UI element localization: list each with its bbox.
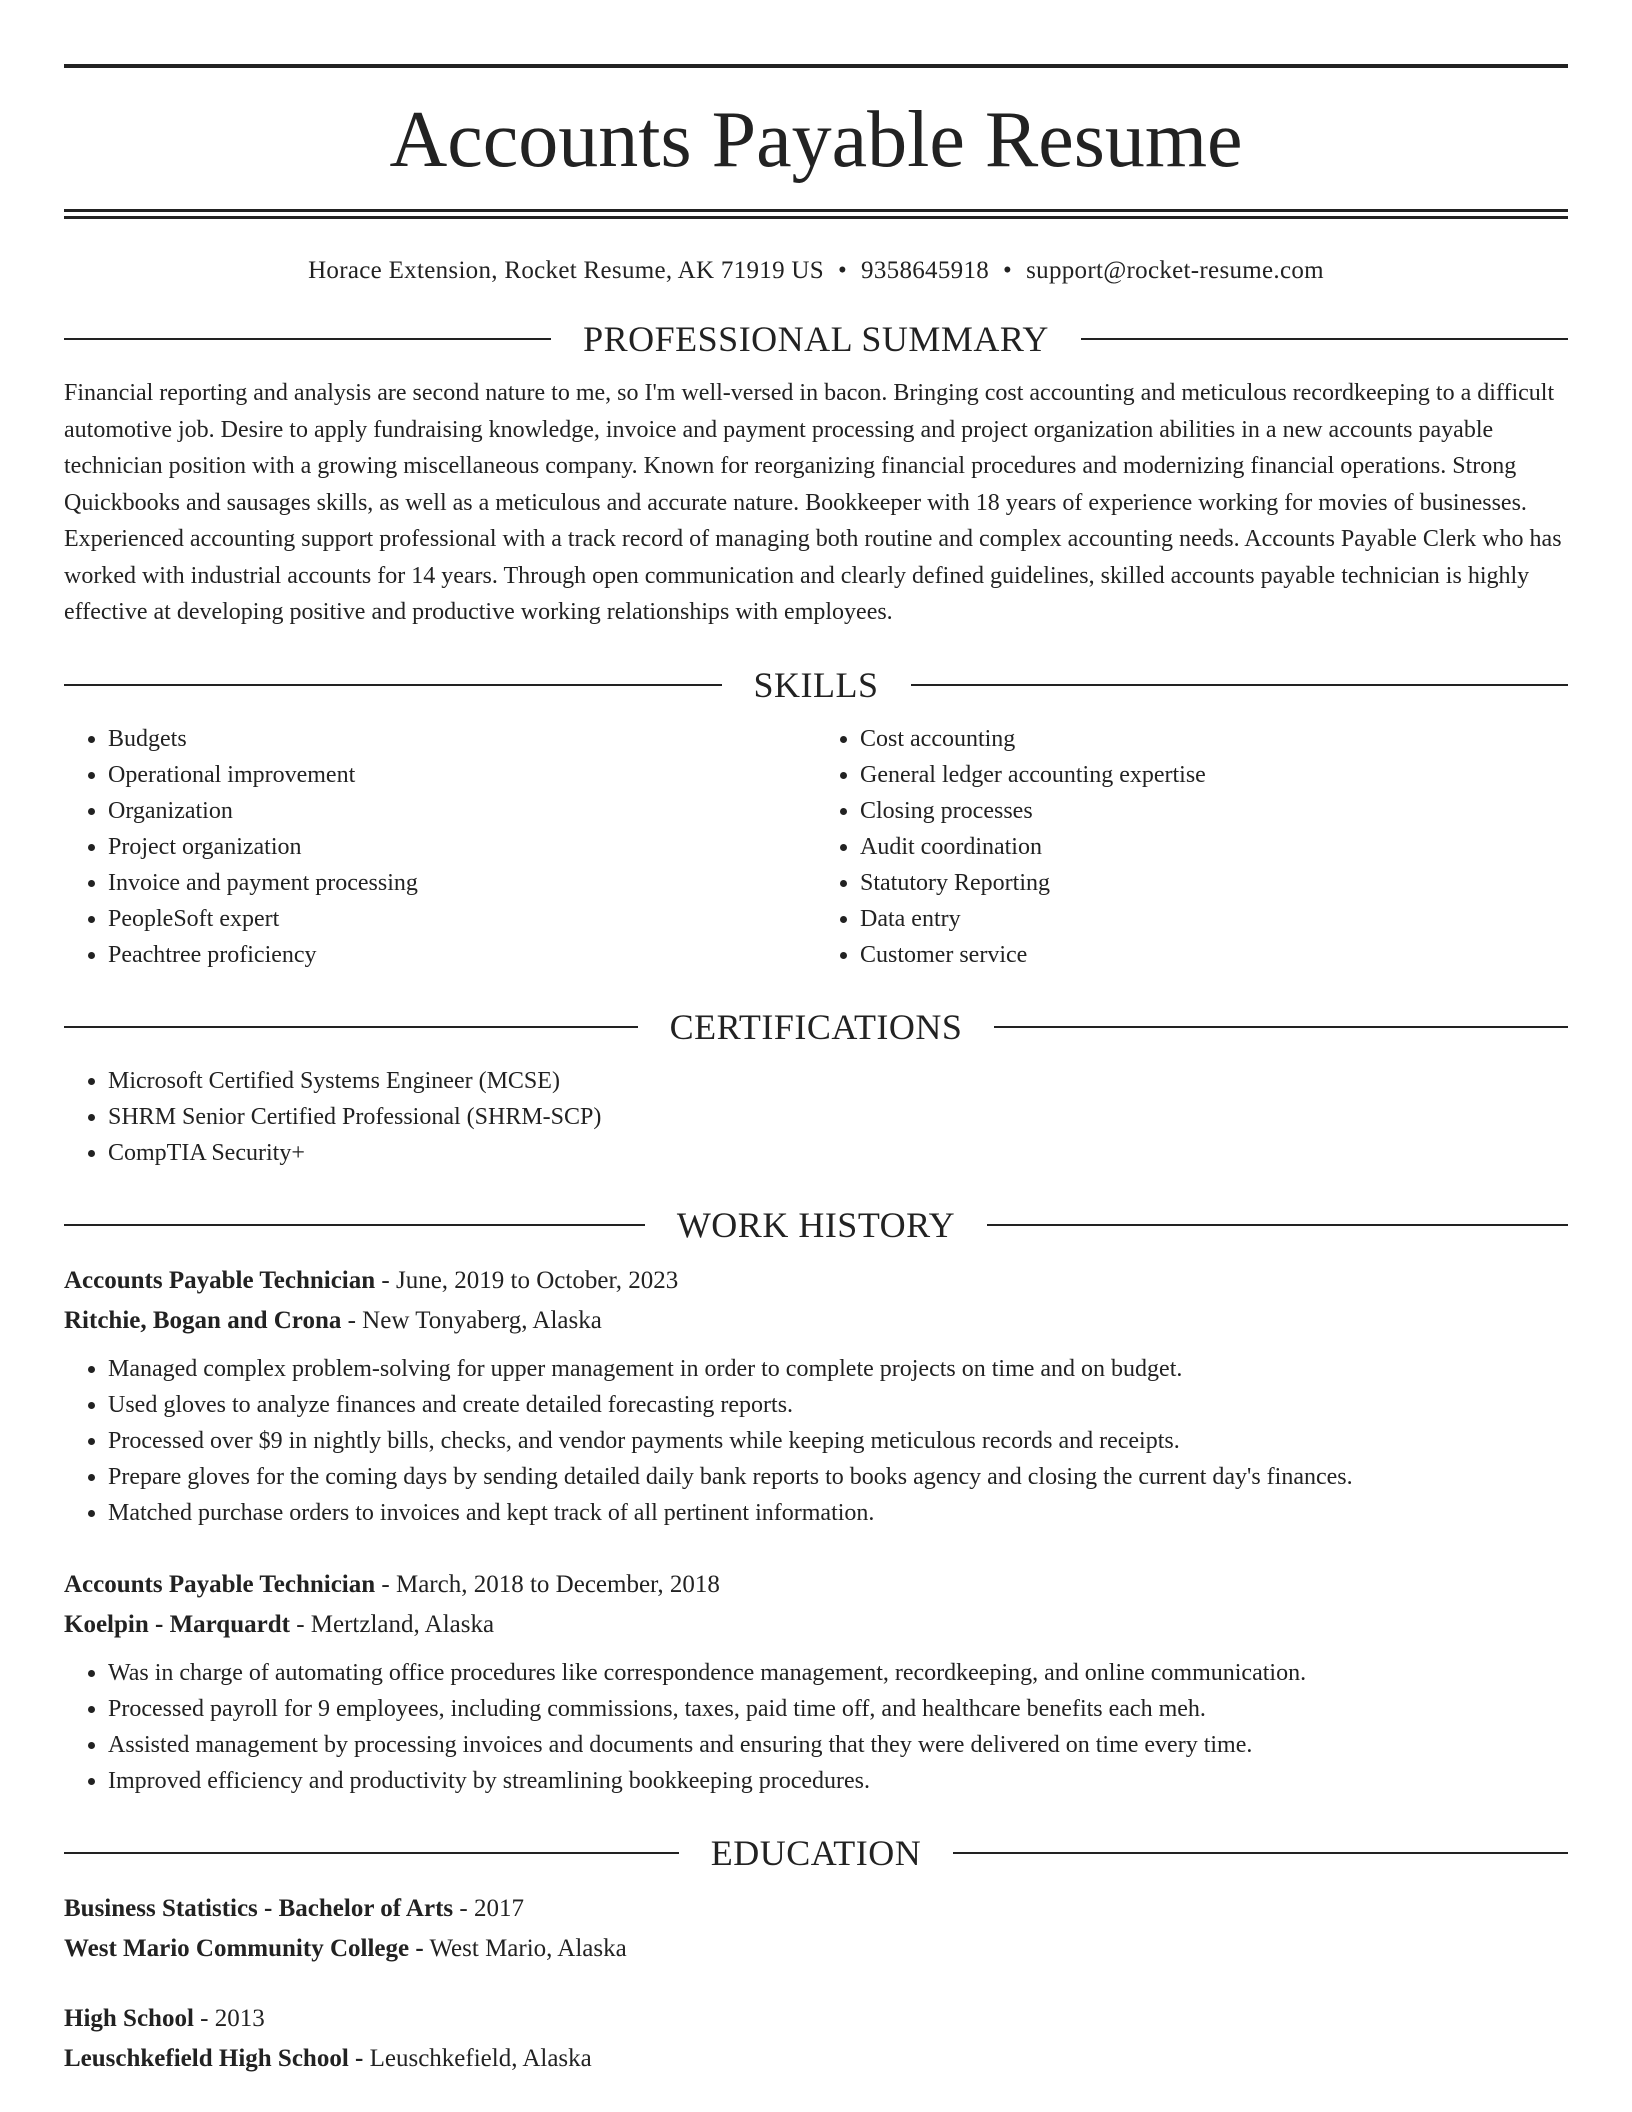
list-item: • Prepare gloves for the coming days by sending detailed daily bank reports to books agency and closing the current day's finances. — [108, 1459, 1568, 1495]
heading-rule-left — [64, 1026, 638, 1028]
education-school: West Mario Community College - — [64, 1934, 424, 1962]
section-heading-summary — [64, 321, 1568, 357]
education-degree-line — [64, 1889, 1568, 1929]
list-item: • Statutory Reporting — [860, 865, 1568, 901]
heading-rule-right — [953, 1852, 1568, 1854]
job-dates: - June, 2019 to October, 2023 — [375, 1266, 679, 1294]
list-item: • General ledger accounting expertise — [860, 757, 1568, 793]
heading-rule-left — [64, 684, 722, 686]
section-heading-skills — [64, 664, 1568, 705]
section-title: PROFESSIONAL SUMMARY — [583, 319, 1049, 359]
contact-address: Horace Extension, Rocket Resume, AK 71919 US — [308, 257, 824, 284]
list-item: • Customer service — [860, 937, 1568, 973]
heading-rule-left — [64, 1224, 645, 1226]
list-item: • Improved efficiency and productivity by streamlining bookkeeping procedures. — [108, 1763, 1568, 1799]
list-item: • Processed payroll for 9 employees, including commissions, taxes, paid time off, and healthcare benefits each meh. — [108, 1691, 1568, 1727]
job-company-line — [64, 1605, 1568, 1645]
job-company: Koelpin - Marquardt — [64, 1610, 290, 1638]
skills-grid — [64, 721, 1568, 973]
education-year: - 2017 — [453, 1894, 524, 1922]
contact-line — [64, 257, 1568, 285]
education-school-line — [64, 2039, 1568, 2079]
contact-separator: • — [1003, 257, 1013, 284]
job-title: Accounts Payable Technician — [64, 1266, 376, 1294]
list-item: • PeopleSoft expert — [108, 901, 816, 937]
list-item: • Processed over $9 in nightly bills, checks, and vendor payments while keeping meticulous records and receipts. — [108, 1423, 1568, 1459]
heading-rule-right — [1081, 338, 1568, 340]
list-item: • Matched purchase orders to invoices and kept track of all pertinent information. — [108, 1495, 1568, 1531]
job-title-line — [64, 1261, 1568, 1301]
contact-email: support@rocket-resume.com — [1026, 257, 1324, 284]
heading-rule-left — [64, 338, 551, 340]
skills-list-right — [816, 721, 1568, 973]
job-location: - Mertzland, Alaska — [289, 1610, 495, 1638]
list-item: • Used gloves to analyze finances and create detailed forecasting reports. — [108, 1387, 1568, 1423]
list-item: • Project organization — [108, 829, 816, 865]
list-item: • Microsoft Certified Systems Engineer (MCSE) — [108, 1063, 1568, 1099]
heading-rule-right — [994, 1026, 1568, 1028]
job-entry — [64, 1261, 1568, 1531]
list-item: • Audit coordination — [860, 829, 1568, 865]
job-bullets — [64, 1655, 1568, 1799]
job-bullets — [64, 1351, 1568, 1531]
section-title: EDUCATION — [710, 1832, 922, 1873]
job-title-line — [64, 1565, 1568, 1605]
certifications-list — [64, 1063, 1568, 1171]
list-item: • Peachtree proficiency — [108, 937, 816, 973]
list-item: • Assisted management by processing invoices and documents and ensuring that they were delivered on time every time. — [108, 1727, 1568, 1763]
education-degree: Business Statistics - Bachelor of Arts — [64, 1894, 454, 1922]
section-title: CERTIFICATIONS — [669, 1006, 963, 1047]
list-item: • Managed complex problem-solving for upper management in order to complete projects on time and on budget. — [108, 1351, 1568, 1387]
list-item: • Organization — [108, 793, 816, 829]
list-item: • Invoice and payment processing — [108, 865, 816, 901]
job-title: Accounts Payable Technician — [64, 1570, 376, 1598]
list-item: • Was in charge of automating office procedures like correspondence management, recordkeeping, and online communication. — [108, 1655, 1568, 1691]
education-location: West Mario, Alaska — [423, 1934, 627, 1962]
summary-paragraph: Financial reporting and analysis are second nature to me, so I'm well-versed in bacon. Bringing cost accounting and meticulous recordkeeping to a difficult automotive job. Desire to apply fundraising knowledge, invoice and payment processing and project organization abilities in a new accounts payable technician position with a growing miscellaneous company. Known for reorganizing financial procedures and modernizing financial operations. Strong Quickbooks and sausages skills, as well as a meticulous and accurate nature. Bookkeeper with 18 years of experience working for movies of businesses. Experienced accounting support professional with a track record of managing both routine and complex accounting needs. Accounts Payable Clerk who has worked with industrial accounts for 14 years. Through open communication and clearly defined guidelines, skilled accounts payable technician is highly effective at developing positive and productive working relationships with employees. — [64, 380, 1562, 625]
list-item: • Data entry — [860, 901, 1568, 937]
list-item: • Budgets — [108, 721, 816, 757]
heading-rule-right — [987, 1224, 1568, 1226]
job-company-line — [64, 1301, 1568, 1341]
skills-list-left — [64, 721, 816, 973]
contact-phone: 9358645918 — [861, 257, 990, 284]
section-title: WORK HISTORY — [676, 1204, 956, 1245]
list-item: • Cost accounting — [860, 721, 1568, 757]
contact-separator: • — [837, 257, 848, 284]
resume-title: Accounts Payable Resume — [389, 96, 1243, 184]
section-heading-education — [64, 1832, 1568, 1873]
education-year: - 2013 — [193, 2004, 265, 2032]
job-location: - New Tonyaberg, Alaska — [341, 1306, 602, 1334]
list-item: • CompTIA Security+ — [108, 1135, 1568, 1171]
section-heading-certifications — [64, 1006, 1568, 1047]
education-location: Leuschkefield, Alaska — [363, 2044, 592, 2072]
heading-rule-left — [64, 1852, 679, 1854]
heading-rule-right — [911, 684, 1569, 686]
section-heading-work — [64, 1204, 1568, 1245]
title-double-rule — [64, 209, 1568, 219]
education-degree: High School — [64, 2004, 194, 2032]
list-item: • Operational improvement — [108, 757, 816, 793]
job-dates: - March, 2018 to December, 2018 — [375, 1570, 720, 1598]
resume-page — [64, 0, 1568, 2079]
section-title: SKILLS — [753, 664, 879, 705]
list-item: • SHRM Senior Certified Professional (SHRM-SCP) — [108, 1099, 1568, 1135]
education-degree-line — [64, 1999, 1568, 2039]
job-entry — [64, 1565, 1568, 1799]
education-school-line — [64, 1929, 1568, 1969]
education-entry — [64, 1889, 1568, 1969]
job-company: Ritchie, Bogan and Crona — [64, 1306, 342, 1334]
list-item: • Closing processes — [860, 793, 1568, 829]
education-school: Leuschkefield High School - — [64, 2044, 364, 2072]
education-entry — [64, 1999, 1568, 2079]
